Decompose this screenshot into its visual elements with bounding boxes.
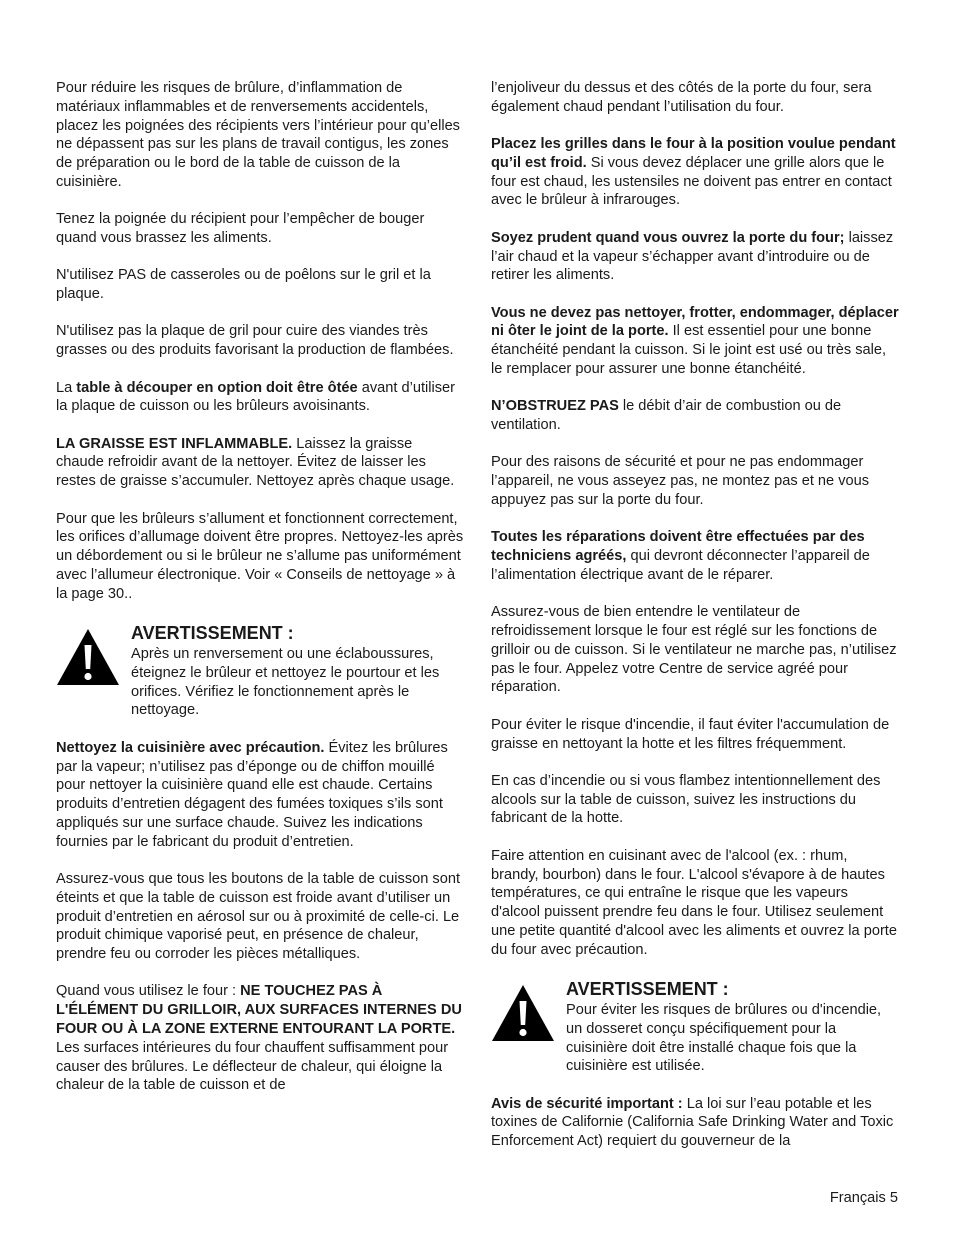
paragraph-open-door-carefully: Soyez prudent quand vous ouvrez la porte du four; laissez l’air chaud et la vapeur s’échapper avant d’introduire ou de retirer les aliments. xyxy=(491,229,894,284)
paragraph-ignition-ports: Pour que les brûleurs s’allument et fonctionnent correctement, les orifices d’allumage doivent être propres. Nettoyez-les après un débordement ou si le brûleur ne s’allume pas uniformément avec l’allumeur électronique. Voir « Conseils de nettoyage » à la page 30.. xyxy=(56,510,464,602)
paragraph-grease-hood: Pour éviter le risque d'incendie, il faut éviter l'accumulation de graisse en nettoyant la hotte et les filtres fréquemment. xyxy=(491,716,890,752)
paragraph-cutting-board: La table à découper en option doit être ôtée avant d’utiliser la plaque de cuisson ou les brûleurs avoisinants. xyxy=(56,379,456,415)
warning-block-backguard xyxy=(491,978,899,1076)
warning-title: AVERTISSEMENT : xyxy=(131,623,294,644)
paragraph-no-sitting-on-door: Pour des raisons de sécurité et pour ne pas endommager l’appareil, ne vous asseyez pas, ne montez pas et ne vous appuyez pas sur la porte du four. xyxy=(491,454,870,509)
paragraph-safety-notice: Avis de sécurité important : La loi sur l’eau potable et les toxines de Californie (California Safe Drinking Water and Toxic Enforcement Act) requiert du gouverneur de la xyxy=(491,1095,894,1150)
right-column xyxy=(491,79,899,1170)
paragraph-cooling-fan: Assurez-vous de bien entendre le ventilateur de refroidissement lorsque le four est réglé sur les fonctions de grilloir ou de cuisson. Si le ventilateur ne marche pas, n’utilisez pas le four. Appelez votre Centre de service agréé pour réparation. xyxy=(491,604,897,696)
paragraph-place-racks: Placez les grilles dans le four à la position voulue pendant qu’il est froid. Si vous devez déplacer une grille alors que le four est chaud, les ustensiles ne doivent pas entrer en contact avec le brûleur à infrarouges. xyxy=(491,136,896,209)
page-footer: Français 5 xyxy=(829,1190,898,1206)
paragraph-door-gasket: Vous ne devez pas nettoyer, frotter, endommager, déplacer ni ôter le joint de la porte. Il est essentiel pour une bonne étanchéité pendant la cuisson. Si le joint est usé ou très sale, le remplacer pour assurer une bonne étanchéité. xyxy=(491,304,899,378)
paragraph-clean-carefully: Nettoyez la cuisinière avec précaution. Évitez les brûlures par la vapeur; n’utilisez pas d’éponge ou de chiffon mouillé pour nettoyer la cuisinière quand elle est chaude. Certains produits d’entretien dégagent des fumées toxiques s’ils sont appliqués sur une surface chaude. Suivez les indications fournies par le fabricant du produit d’entretien. xyxy=(56,739,448,850)
paragraph-grill-plate-fatty-meat: N'utilisez pas la plaque de gril pour cuire des viandes très grasses ou des produits favorisant la production de flambées. xyxy=(56,323,454,359)
warning-text: Pour éviter les risques de brûlures ou d'incendie, un dosseret conçu spécifiquement pour la cuisinière doit être installé chaque fois que la cuisinière est utilisée. xyxy=(566,1001,882,1075)
warning-title: AVERTISSEMENT : xyxy=(566,978,729,999)
paragraph-hold-handle: Tenez la poignée du récipient pour l’empêcher de bouger quand vous brassez les aliments. xyxy=(56,211,425,247)
left-column xyxy=(56,79,464,1114)
paragraph-no-pans-on-grill: N'utilisez PAS de casseroles ou de poêlons sur le gril et la plaque. xyxy=(56,267,431,303)
paragraph-alcohol-cooking: Faire attention en cuisinant avec de l'alcool (ex. : rhum, brandy, bourbon) dans le four. L'alcool s'évapore à de hautes températures, ce qui entraîne le risque que les vapeurs d'alcool puissent prendre feu dans le four. Utilisez seulement une petite quantité d'alcool avec les aliments et ouvrez la porte du four avec précaution. xyxy=(491,847,897,958)
paragraph-air-flow: N’OBSTRUEZ PAS le débit d’air de combustion ou de ventilation. xyxy=(491,398,842,434)
warning-block-spill xyxy=(56,622,464,720)
paragraph-aerosol-cleaner: Assurez-vous que tous les boutons de la table de cuisson sont éteints et que la table de cuisson est froide avant d’utiliser un produit d’entretien en aérosol sur ou à proximité de celle-ci. Le produit chimique vaporisé peut, en présence de chaleur, prendre feu ou corroder les pièces métalliques. xyxy=(56,871,461,963)
warning-triangle-icon xyxy=(491,978,566,1076)
paragraph-trim-hot: l’enjoliveur du dessus et des côtés de la porte du four, sera également chaud pendant l’utilisation du four. xyxy=(491,80,872,115)
paragraph-pot-handles: Pour réduire les risques de brûlure, d’inflammation de matériaux inflammables et de renversements accidentels, placez les poignées des récipients vers l’intérieur pour qu’elles ne dépassent pas sur les plans de travail contigus, les zones de préparation ou le bord de la table de cuisson de la cuisinière. xyxy=(56,80,460,190)
warning-triangle-icon xyxy=(56,622,131,720)
warning-text: Après un renversement ou une éclaboussures, éteignez le brûleur et nettoyez le pourtour et les orifices. Vérifiez le fonctionnement après le nettoyage. xyxy=(131,646,440,719)
paragraph-grease-flammable: LA GRAISSE EST INFLAMMABLE. Laissez la graisse chaude refroidir avant de la nettoyer. Évitez de laisser les restes de graisse s’accumuler. Nettoyez après chaque usage. xyxy=(56,435,455,490)
paragraph-repairs: Toutes les réparations doivent être effectuées par des techniciens agréés, qui devront déconnecter l’appareil de l’alimentation électrique avant de le réparer. xyxy=(491,529,870,583)
paragraph-do-not-touch: Quand vous utilisez le four : NE TOUCHEZ PAS À L'ÉLÉMENT DU GRILLOIR, AUX SURFACES INTERNES DU FOUR OU À LA ZONE EXTERNE ENTOURANT LA PORTE. Les surfaces intérieures du four chauffent suffisamment pour causer des brûlures. Le déflecteur de chaleur, qui éloigne la chaleur de la table de cuisson et de xyxy=(56,983,462,1094)
paragraph-fire-flambe: En cas d’incendie ou si vous flambez intentionnellement des alcools sur la table de cuisson, suivez les instructions du fabricant de la hotte. xyxy=(491,772,881,827)
